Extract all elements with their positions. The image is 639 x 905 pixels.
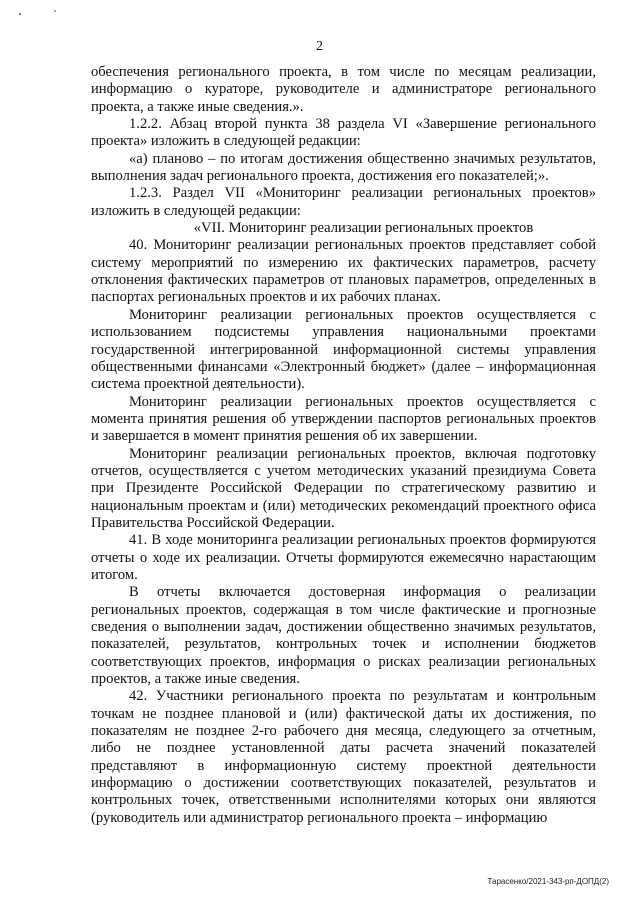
paragraph-1-2-2: 1.2.2. Абзац второй пункта 38 раздела VI «Завершение регионального проекта» изложить в следующей редакции: [91,116,596,150]
paragraph-continuation: обеспечения регионального проекта, в том числе по месяцам реализации, информацию о кураторе, руководителе и администраторе регионального проекта, а также иные сведения.». [91,64,596,115]
paragraph-report-content: В отчеты включается достоверная информация о реализации региональных проектов, содержащая в том числе фактические и прогнозные сведения о выполнении задач, достижении общественно значимых результатов, показателей, результатов, контрольных точек и исполнении бюджетов соответствующих проектов, информация о рисках реализации региональных проектов, а также иные сведения. [91,584,596,688]
paragraph-41: 41. В ходе мониторинга реализации региональных проектов формируются отчеты о ходе их реализации. Отчеты формируются ежемесячно нарастающим итогом. [91,532,596,583]
paragraph-1-2-3: 1.2.3. Раздел VII «Мониторинг реализации региональных проектов» изложить в следующей редакции: [91,185,596,219]
document-body [91,64,596,827]
paragraph-monitoring-system: Мониторинг реализации региональных проектов осуществляется с использованием подсистемы управления национальными проектами государственной интегрированной информационной системы управления общественными финансами «Электронный бюджет» (далее – информационная система проектной деятельности). [91,306,596,393]
paragraph-monitoring-reports: Мониторинг реализации региональных проектов, включая подготовку отчетов, осуществляется с учетом методических указаний президиума Совета при Президенте Российской Федерации по стратегическому развитию и национальным проектам и (или) методических рекомендаций проектного офиса Правительства Российской Федерации. [91,445,596,531]
section-heading: «VII. Мониторинг реализации региональных проектов [193,220,534,237]
document-footer-code: Тарасенко/2021-343-рп-ДОПД(2) [487,877,609,886]
paragraph-40: 40. Мониторинг реализации региональных проектов представляет собой систему мероприятий по измерению их фактических параметров, расчету отклонения фактических параметров от плановых параметров, определенных в паспортах региональных проектов и их рабочих планах. [91,237,596,306]
page-number: 2 [316,39,323,54]
scan-specks [18,8,78,18]
paragraph-42: 42. Участники регионального проекта по результатам и контрольным точкам не позднее плановой и (или) фактической даты их достижения, по показателям не позднее 2-го рабочего дня месяца, следующего за отчетным, либо не позднее установленной даты расчета значений показателей представляют в информационную систему проектной деятельности информацию о достижении соответствующих показателей, результатов и контрольных точек, ответственными исполнителями которых они являются (руководитель или администратор регионального проекта – информацию [91,688,596,826]
paragraph-quote-a: «а) планово – по итогам достижения общественно значимых результатов, выполнения задач регионального проекта, достижения его показателей;». [91,150,596,185]
paragraph-monitoring-start: Мониторинг реализации региональных проектов осуществляется с момента принятия решения об утверждении паспортов региональных проектов и завершается в момент принятия решения об их завершении. [91,393,596,445]
